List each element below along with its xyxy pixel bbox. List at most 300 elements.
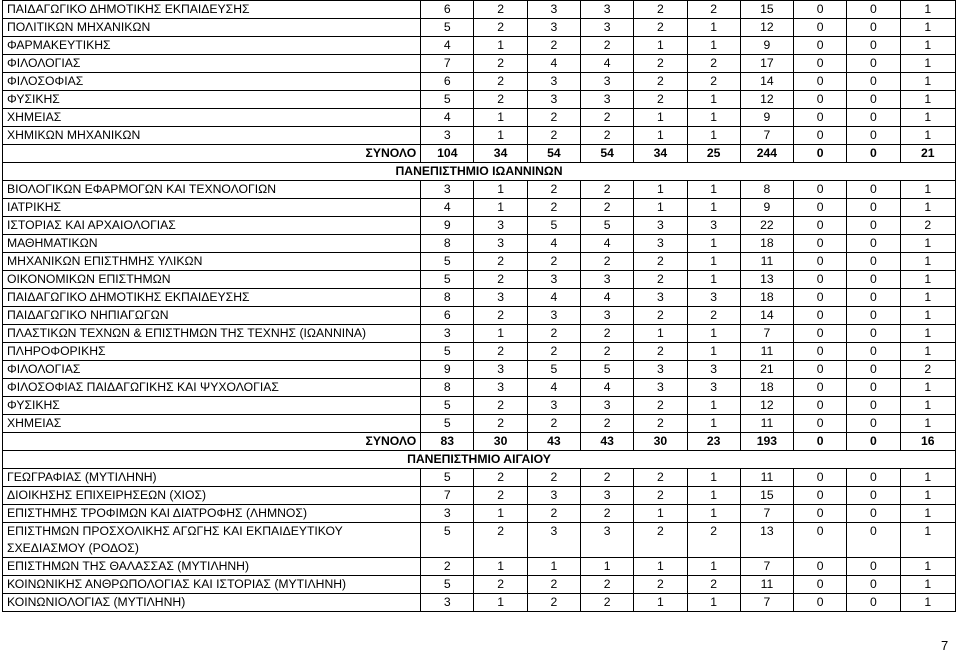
value-cell: 5	[421, 271, 474, 289]
value-cell: 2	[634, 487, 687, 505]
value-cell: 0	[794, 271, 847, 289]
value-cell: 1	[474, 37, 527, 55]
value-cell: 3	[634, 289, 687, 307]
value-cell: 3	[527, 307, 580, 325]
value-cell: 1	[900, 109, 955, 127]
table-row	[3, 91, 956, 109]
value-cell: 2	[474, 469, 527, 487]
value-cell: 54	[527, 145, 580, 163]
value-cell: 2	[687, 55, 740, 73]
value-cell: 3	[580, 307, 633, 325]
value-cell: 5	[421, 343, 474, 361]
value-cell: 2	[527, 127, 580, 145]
value-cell: 2	[634, 523, 687, 558]
value-cell: 43	[580, 433, 633, 451]
value-cell: 1	[634, 505, 687, 523]
value-cell: 0	[847, 199, 900, 217]
value-cell: 12	[740, 19, 793, 37]
value-cell: 0	[794, 594, 847, 612]
value-cell: 3	[421, 127, 474, 145]
value-cell: 22	[740, 217, 793, 235]
value-cell: 0	[794, 576, 847, 594]
value-cell: 21	[900, 145, 955, 163]
value-cell: 2	[527, 343, 580, 361]
value-cell: 1	[634, 199, 687, 217]
value-cell: 0	[847, 307, 900, 325]
value-cell: 2	[474, 415, 527, 433]
value-cell: 17	[740, 55, 793, 73]
value-cell: 11	[740, 415, 793, 433]
value-cell: 2	[634, 19, 687, 37]
value-cell: 1	[900, 397, 955, 415]
department-name: ΙΑΤΡΙΚΗΣ	[3, 199, 421, 217]
value-cell: 23	[687, 433, 740, 451]
value-cell: 5	[527, 217, 580, 235]
value-cell: 2	[474, 343, 527, 361]
value-cell: 1	[687, 181, 740, 199]
value-cell: 2	[580, 505, 633, 523]
value-cell: 34	[634, 145, 687, 163]
value-cell: 3	[580, 523, 633, 558]
value-cell: 1	[687, 91, 740, 109]
value-cell: 1	[474, 558, 527, 576]
value-cell: 7	[740, 558, 793, 576]
value-cell: 2	[580, 415, 633, 433]
value-cell: 14	[740, 73, 793, 91]
department-name: ΦΙΛΟΛΟΓΙΑΣ	[3, 361, 421, 379]
table-row	[3, 361, 956, 379]
department-name: ΔΙΟΙΚΗΣΗΣ ΕΠΙΧΕΙΡΗΣΕΩΝ (ΧΙΟΣ)	[3, 487, 421, 505]
value-cell: 2	[634, 55, 687, 73]
value-cell: 3	[421, 505, 474, 523]
value-cell: 8	[421, 289, 474, 307]
value-cell: 3	[687, 289, 740, 307]
value-cell: 5	[421, 576, 474, 594]
value-cell: 1	[900, 235, 955, 253]
value-cell: 6	[421, 307, 474, 325]
value-cell: 2	[634, 91, 687, 109]
value-cell: 2	[474, 253, 527, 271]
value-cell: 0	[794, 343, 847, 361]
value-cell: 3	[474, 379, 527, 397]
value-cell: 3	[580, 19, 633, 37]
section-title: ΠΑΝΕΠΙΣΤΗΜΙΟ ΑΙΓΑΙΟΥ	[3, 451, 956, 469]
value-cell: 0	[847, 91, 900, 109]
value-cell: 1	[900, 487, 955, 505]
value-cell: 2	[527, 469, 580, 487]
value-cell: 18	[740, 289, 793, 307]
value-cell: 2	[580, 469, 633, 487]
table-row	[3, 523, 956, 558]
value-cell: 1	[900, 325, 955, 343]
value-cell: 4	[580, 289, 633, 307]
value-cell: 14	[740, 307, 793, 325]
value-cell: 3	[580, 271, 633, 289]
value-cell: 3	[634, 361, 687, 379]
value-cell: 83	[421, 433, 474, 451]
value-cell: 0	[794, 199, 847, 217]
value-cell: 2	[580, 253, 633, 271]
value-cell: 2	[687, 73, 740, 91]
value-cell: 0	[847, 415, 900, 433]
table-row	[3, 558, 956, 576]
value-cell: 1	[687, 594, 740, 612]
value-cell: 8	[421, 379, 474, 397]
value-cell: 0	[847, 253, 900, 271]
value-cell: 5	[421, 91, 474, 109]
value-cell: 1	[474, 199, 527, 217]
value-cell: 2	[580, 127, 633, 145]
department-name: ΚΟΙΝΩΝΙΟΛΟΓΙΑΣ (ΜΥΤΙΛΗΝΗ)	[3, 594, 421, 612]
value-cell: 0	[847, 289, 900, 307]
value-cell: 2	[474, 307, 527, 325]
department-name: ΙΣΤΟΡΙΑΣ ΚΑΙ ΑΡΧΑΙΟΛΟΓΙΑΣ	[3, 217, 421, 235]
value-cell: 0	[794, 235, 847, 253]
value-cell: 2	[527, 37, 580, 55]
value-cell: 5	[580, 217, 633, 235]
value-cell: 1	[527, 558, 580, 576]
value-cell: 0	[847, 127, 900, 145]
table-row	[3, 379, 956, 397]
table-row	[3, 271, 956, 289]
value-cell: 2	[580, 325, 633, 343]
value-cell: 1	[634, 127, 687, 145]
value-cell: 16	[900, 433, 955, 451]
value-cell: 2	[474, 55, 527, 73]
value-cell: 18	[740, 235, 793, 253]
value-cell: 7	[740, 594, 793, 612]
value-cell: 1	[687, 343, 740, 361]
value-cell: 0	[847, 1, 900, 19]
table-row	[3, 594, 956, 612]
value-cell: 3	[421, 181, 474, 199]
value-cell: 2	[474, 271, 527, 289]
value-cell: 0	[847, 397, 900, 415]
department-name: ΕΠΙΣΤΗΜΩΝ ΠΡΟΣΧΟΛΙΚΗΣ ΑΓΩΓΗΣ ΚΑΙ ΕΚΠΑΙΔΕΥΤΙΚΟΥ ΣΧΕΔΙΑΣΜΟΥ (ΡΟΔΟΣ)	[3, 523, 421, 558]
value-cell: 0	[794, 181, 847, 199]
department-name: ΕΠΙΣΤΗΜΗΣ ΤΡΟΦΙΜΩΝ ΚΑΙ ΔΙΑΤΡΟΦΗΣ (ΛΗΜΝΟΣ)	[3, 505, 421, 523]
value-cell: 7	[740, 505, 793, 523]
value-cell: 2	[634, 397, 687, 415]
value-cell: 0	[847, 235, 900, 253]
value-cell: 0	[847, 505, 900, 523]
value-cell: 0	[794, 361, 847, 379]
value-cell: 43	[527, 433, 580, 451]
value-cell: 0	[794, 307, 847, 325]
value-cell: 1	[687, 469, 740, 487]
department-name: ΟΙΚΟΝΟΜΙΚΩΝ ΕΠΙΣΤΗΜΩΝ	[3, 271, 421, 289]
value-cell: 11	[740, 576, 793, 594]
value-cell: 54	[580, 145, 633, 163]
department-name: ΕΠΙΣΤΗΜΩΝ ΤΗΣ ΘΑΛΑΣΣΑΣ (ΜΥΤΙΛΗΝΗ)	[3, 558, 421, 576]
value-cell: 9	[740, 37, 793, 55]
value-cell: 18	[740, 379, 793, 397]
value-cell: 4	[580, 379, 633, 397]
value-cell: 0	[847, 433, 900, 451]
value-cell: 4	[527, 289, 580, 307]
value-cell: 3	[421, 594, 474, 612]
value-cell: 0	[847, 271, 900, 289]
table-row	[3, 1, 956, 19]
department-name: ΠΛΗΡΟΦΟΡΙΚΗΣ	[3, 343, 421, 361]
value-cell: 1	[900, 505, 955, 523]
value-cell: 2	[687, 576, 740, 594]
value-cell: 4	[580, 235, 633, 253]
value-cell: 1	[900, 469, 955, 487]
value-cell: 1	[474, 505, 527, 523]
value-cell: 3	[580, 1, 633, 19]
value-cell: 2	[900, 361, 955, 379]
value-cell: 193	[740, 433, 793, 451]
value-cell: 1	[900, 199, 955, 217]
table-row	[3, 325, 956, 343]
value-cell: 2	[634, 307, 687, 325]
value-cell: 21	[740, 361, 793, 379]
value-cell: 0	[847, 487, 900, 505]
table-row	[3, 19, 956, 37]
value-cell: 3	[634, 379, 687, 397]
department-name: ΠΑΙΔΑΓΩΓΙΚΟ ΝΗΠΙΑΓΩΓΩΝ	[3, 307, 421, 325]
value-cell: 3	[527, 19, 580, 37]
value-cell: 1	[634, 325, 687, 343]
value-cell: 0	[794, 217, 847, 235]
value-cell: 0	[847, 181, 900, 199]
value-cell: 11	[740, 343, 793, 361]
value-cell: 244	[740, 145, 793, 163]
value-cell: 0	[847, 109, 900, 127]
section-title: ΠΑΝΕΠΙΣΤΗΜΙΟ ΙΩΑΝΝΙΝΩΝ	[3, 163, 956, 181]
value-cell: 2	[580, 343, 633, 361]
value-cell: 3	[474, 289, 527, 307]
value-cell: 2	[527, 181, 580, 199]
value-cell: 3	[687, 361, 740, 379]
value-cell: 1	[687, 127, 740, 145]
department-name: ΜΑΘΗΜΑΤΙΚΩΝ	[3, 235, 421, 253]
value-cell: 1	[687, 253, 740, 271]
value-cell: 2	[527, 199, 580, 217]
value-cell: 2	[900, 217, 955, 235]
value-cell: 1	[474, 127, 527, 145]
value-cell: 2	[421, 558, 474, 576]
value-cell: 1	[474, 594, 527, 612]
value-cell: 5	[421, 523, 474, 558]
value-cell: 2	[527, 253, 580, 271]
value-cell: 12	[740, 91, 793, 109]
department-name: ΓΕΩΓΡΑΦΙΑΣ (ΜΥΤΙΛΗΝΗ)	[3, 469, 421, 487]
value-cell: 2	[474, 91, 527, 109]
value-cell: 9	[740, 199, 793, 217]
value-cell: 11	[740, 253, 793, 271]
value-cell: 11	[740, 469, 793, 487]
value-cell: 5	[421, 415, 474, 433]
value-cell: 8	[421, 235, 474, 253]
value-cell: 2	[634, 271, 687, 289]
value-cell: 6	[421, 73, 474, 91]
value-cell: 2	[634, 253, 687, 271]
department-name: ΧΗΜΕΙΑΣ	[3, 415, 421, 433]
value-cell: 5	[421, 397, 474, 415]
value-cell: 3	[527, 91, 580, 109]
value-cell: 1	[687, 325, 740, 343]
value-cell: 1	[900, 91, 955, 109]
department-name: ΒΙΟΛΟΓΙΚΩΝ ΕΦΑΡΜΟΓΩΝ ΚΑΙ ΤΕΧΝΟΛΟΓΙΩΝ	[3, 181, 421, 199]
value-cell: 9	[421, 217, 474, 235]
value-cell: 2	[474, 523, 527, 558]
value-cell: 0	[794, 469, 847, 487]
page-number: 7	[941, 638, 949, 653]
value-cell: 5	[421, 469, 474, 487]
total-row	[3, 433, 956, 451]
table-row	[3, 235, 956, 253]
value-cell: 3	[580, 487, 633, 505]
department-name: ΦΥΣΙΚΗΣ	[3, 91, 421, 109]
value-cell: 1	[687, 487, 740, 505]
department-name: ΜΗΧΑΝΙΚΩΝ ΕΠΙΣΤΗΜΗΣ ΥΛΙΚΩΝ	[3, 253, 421, 271]
table-row	[3, 127, 956, 145]
value-cell: 0	[794, 145, 847, 163]
value-cell: 2	[580, 594, 633, 612]
value-cell: 1	[900, 1, 955, 19]
value-cell: 0	[847, 379, 900, 397]
value-cell: 13	[740, 271, 793, 289]
value-cell: 2	[580, 576, 633, 594]
value-cell: 3	[474, 217, 527, 235]
value-cell: 2	[527, 505, 580, 523]
value-cell: 34	[474, 145, 527, 163]
value-cell: 2	[580, 199, 633, 217]
value-cell: 2	[474, 1, 527, 19]
value-cell: 15	[740, 1, 793, 19]
value-cell: 2	[527, 594, 580, 612]
value-cell: 8	[740, 181, 793, 199]
value-cell: 2	[634, 343, 687, 361]
table-row	[3, 253, 956, 271]
table-row	[3, 397, 956, 415]
table-row	[3, 73, 956, 91]
value-cell: 1	[687, 397, 740, 415]
value-cell: 7	[421, 55, 474, 73]
value-cell: 3	[421, 325, 474, 343]
value-cell: 1	[474, 109, 527, 127]
value-cell: 0	[794, 91, 847, 109]
value-cell: 13	[740, 523, 793, 558]
value-cell: 1	[634, 109, 687, 127]
value-cell: 0	[847, 73, 900, 91]
value-cell: 2	[634, 1, 687, 19]
value-cell: 2	[634, 576, 687, 594]
department-name: ΦΙΛΟΣΟΦΙΑΣ	[3, 73, 421, 91]
value-cell: 7	[421, 487, 474, 505]
table-row	[3, 199, 956, 217]
value-cell: 5	[421, 19, 474, 37]
value-cell: 1	[900, 307, 955, 325]
value-cell: 12	[740, 397, 793, 415]
value-cell: 1	[900, 127, 955, 145]
table-row	[3, 487, 956, 505]
value-cell: 0	[794, 55, 847, 73]
value-cell: 0	[847, 594, 900, 612]
value-cell: 0	[794, 487, 847, 505]
value-cell: 2	[527, 576, 580, 594]
value-cell: 4	[421, 199, 474, 217]
value-cell: 2	[474, 397, 527, 415]
value-cell: 1	[900, 379, 955, 397]
value-cell: 0	[847, 325, 900, 343]
value-cell: 1	[687, 415, 740, 433]
value-cell: 0	[794, 325, 847, 343]
value-cell: 3	[474, 361, 527, 379]
value-cell: 1	[900, 73, 955, 91]
department-name: ΚΟΙΝΩΝΙΚΗΣ ΑΝΘΡΩΠΟΛΟΓΙΑΣ ΚΑΙ ΙΣΤΟΡΙΑΣ (ΜΥΤΙΛΗΝΗ)	[3, 576, 421, 594]
table-row	[3, 307, 956, 325]
value-cell: 0	[794, 505, 847, 523]
value-cell: 0	[847, 55, 900, 73]
value-cell: 1	[900, 55, 955, 73]
value-cell: 0	[794, 289, 847, 307]
department-name: ΠΑΙΔΑΓΩΓΙΚΟ ΔΗΜΟΤΙΚΗΣ ΕΚΠΑΙΔΕΥΣΗΣ	[3, 1, 421, 19]
value-cell: 30	[634, 433, 687, 451]
value-cell: 104	[421, 145, 474, 163]
value-cell: 1	[634, 181, 687, 199]
value-cell: 2	[474, 19, 527, 37]
value-cell: 0	[847, 469, 900, 487]
value-cell: 1	[900, 271, 955, 289]
value-cell: 3	[634, 217, 687, 235]
table-row	[3, 181, 956, 199]
value-cell: 2	[580, 37, 633, 55]
value-cell: 1	[687, 235, 740, 253]
value-cell: 0	[794, 253, 847, 271]
value-cell: 2	[527, 325, 580, 343]
table-body	[3, 1, 956, 612]
value-cell: 0	[847, 343, 900, 361]
value-cell: 0	[794, 433, 847, 451]
value-cell: 2	[687, 523, 740, 558]
value-cell: 3	[580, 397, 633, 415]
table-row	[3, 289, 956, 307]
department-name: ΦΑΡΜΑΚΕΥΤΙΚΗΣ	[3, 37, 421, 55]
table-row	[3, 55, 956, 73]
value-cell: 0	[794, 379, 847, 397]
department-name: ΠΟΛΙΤΙΚΩΝ ΜΗΧΑΝΙΚΩΝ	[3, 19, 421, 37]
value-cell: 4	[527, 55, 580, 73]
table-row	[3, 469, 956, 487]
value-cell: 0	[794, 73, 847, 91]
value-cell: 3	[527, 73, 580, 91]
value-cell: 0	[794, 1, 847, 19]
table-row	[3, 415, 956, 433]
table-row	[3, 576, 956, 594]
value-cell: 1	[900, 558, 955, 576]
value-cell: 0	[794, 558, 847, 576]
value-cell: 0	[847, 145, 900, 163]
value-cell: 3	[527, 487, 580, 505]
value-cell: 2	[580, 181, 633, 199]
department-name: ΧΗΜΕΙΑΣ	[3, 109, 421, 127]
value-cell: 3	[580, 73, 633, 91]
value-cell: 15	[740, 487, 793, 505]
section-header-row	[3, 163, 956, 181]
value-cell: 1	[900, 343, 955, 361]
value-cell: 1	[687, 271, 740, 289]
total-label: ΣΥΝΟΛΟ	[3, 145, 421, 163]
value-cell: 5	[580, 361, 633, 379]
value-cell: 0	[847, 19, 900, 37]
section-header-row	[3, 451, 956, 469]
value-cell: 1	[900, 594, 955, 612]
value-cell: 1	[687, 109, 740, 127]
value-cell: 1	[900, 523, 955, 558]
